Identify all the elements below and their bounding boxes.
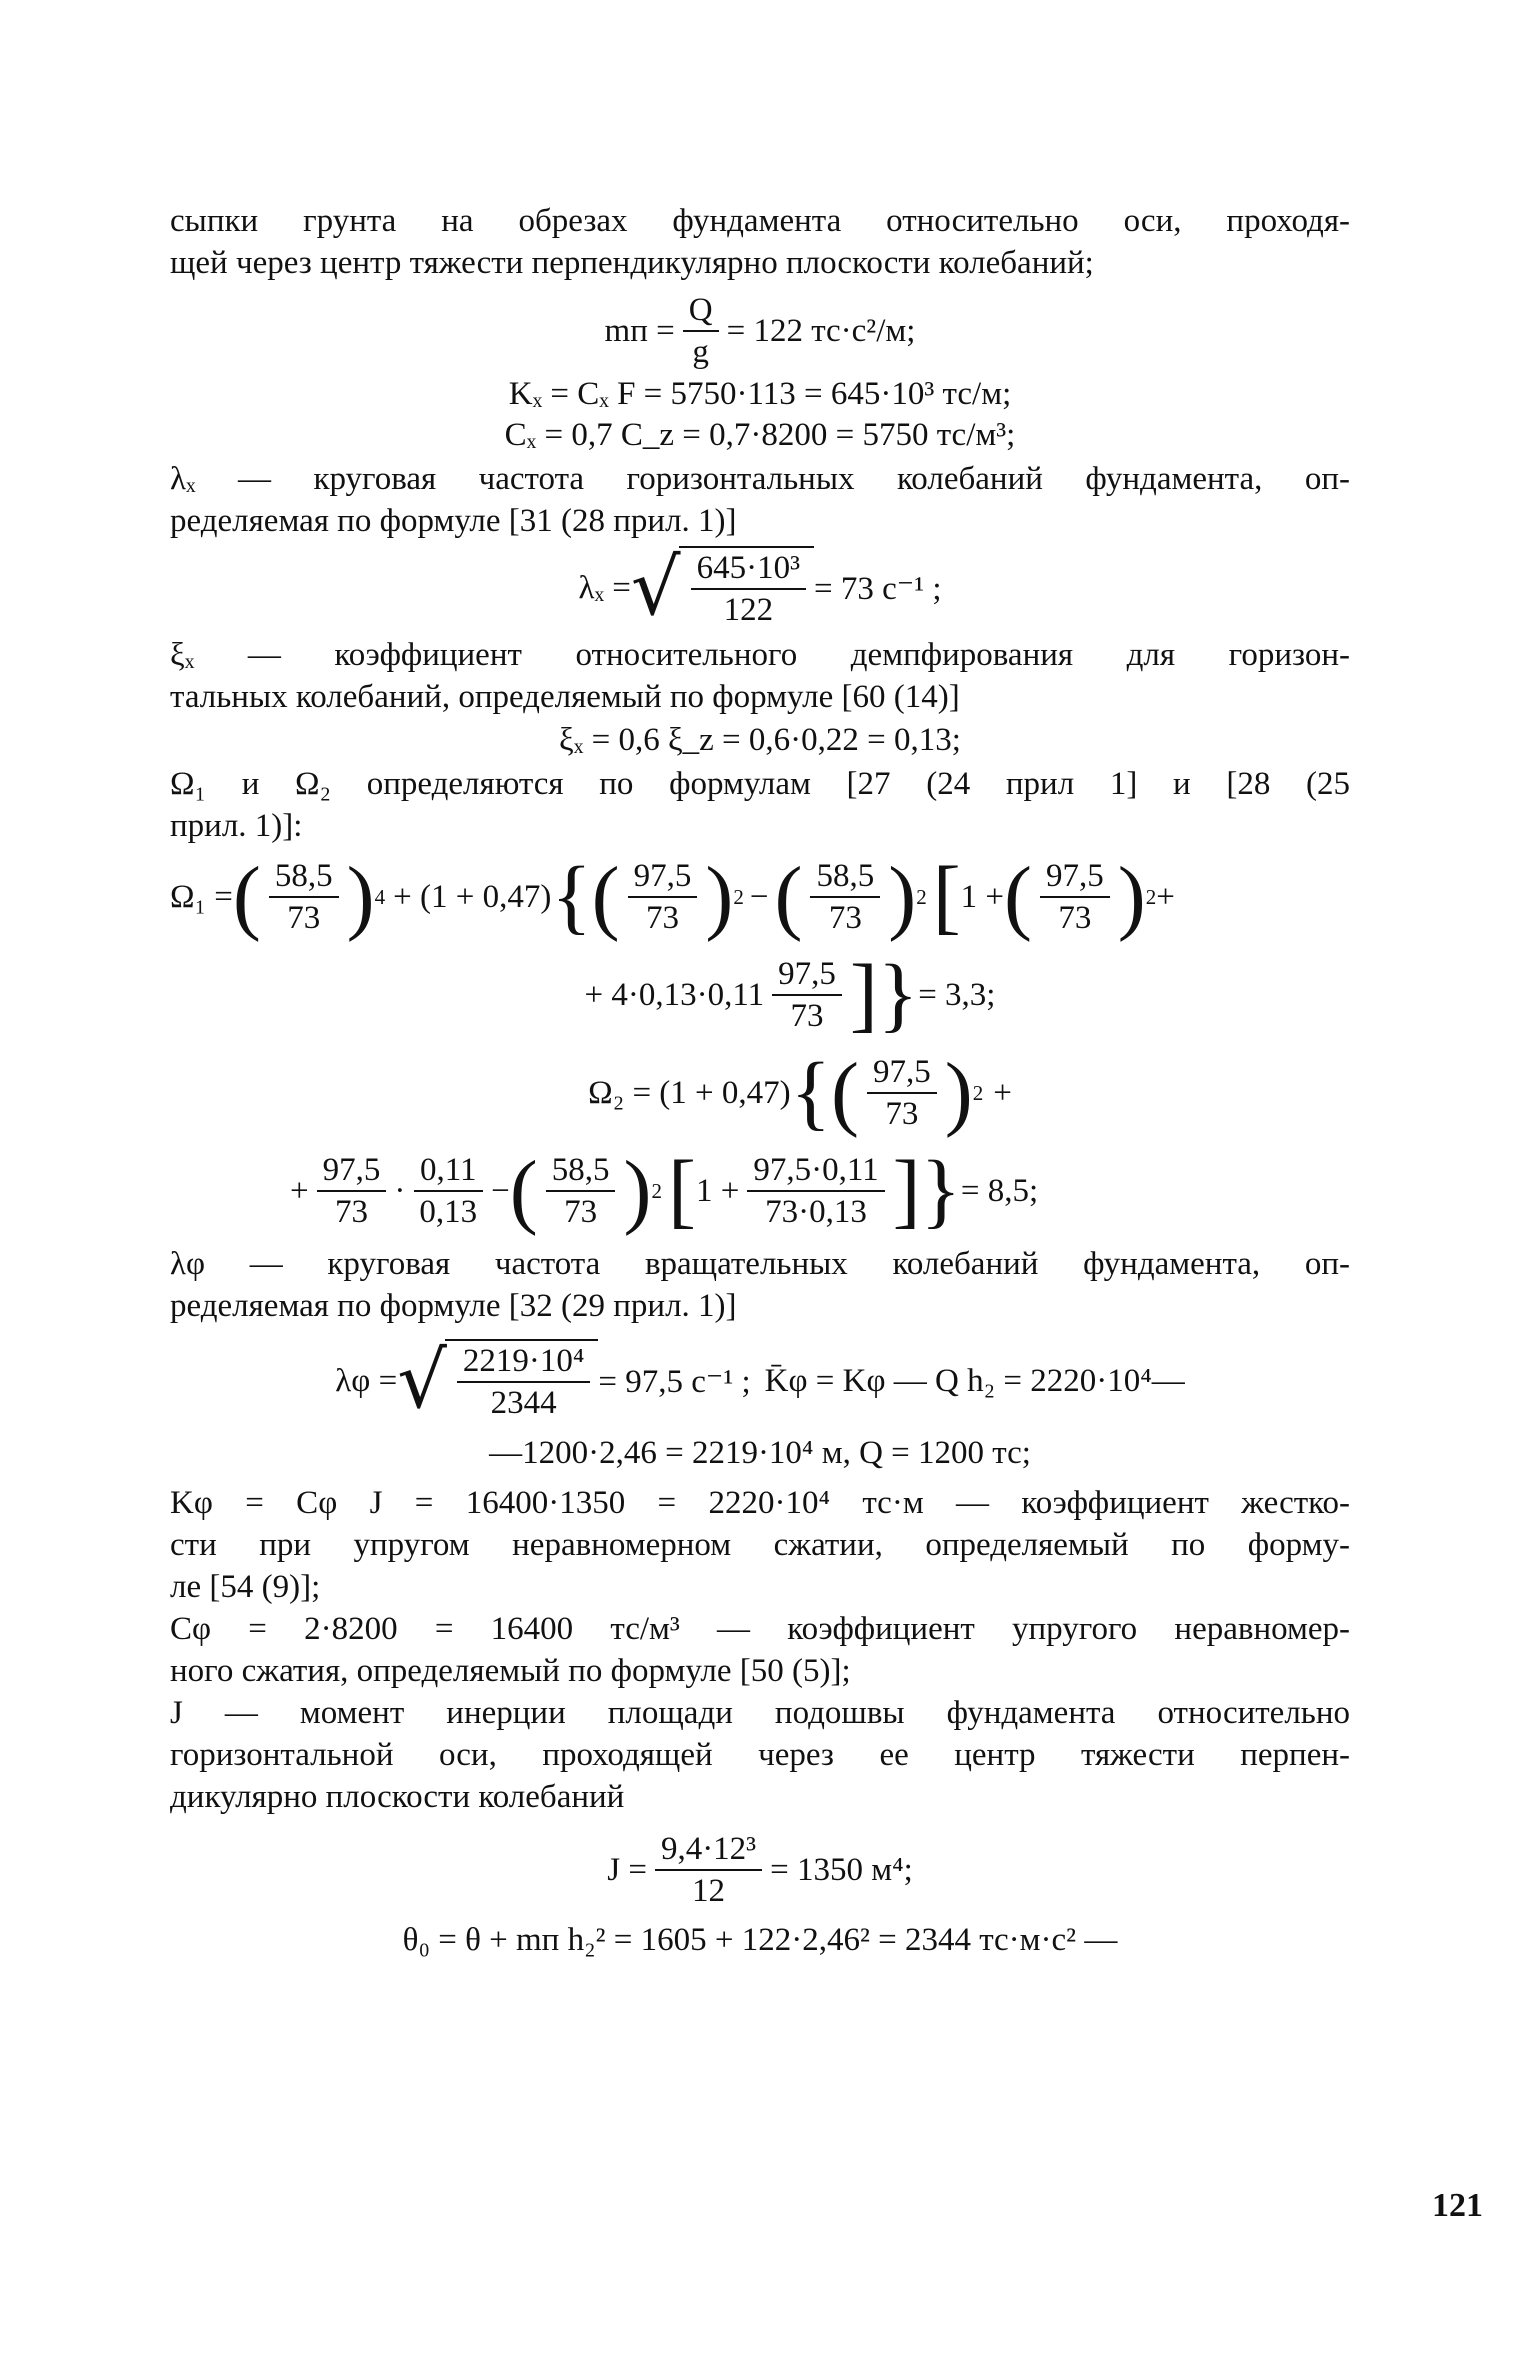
text-line: ле [54 (9)];: [170, 1569, 321, 1605]
eq-lhs: mп =: [604, 312, 675, 349]
equation-theta: [170, 1922, 1350, 1959]
numerator: 97,5: [628, 856, 698, 898]
eq-text: θ₀ = θ + mп h₂² = 1605 + 122·2,46² = 2344 тс·м·с² —: [402, 1922, 1118, 1958]
text-line: Ω₁ и Ω₂ определяются по формулам [27 (24 прил 1] и [28 (25: [170, 766, 1350, 802]
eq-term: + (1 + 0,47): [393, 878, 552, 915]
equation-omega2-cont: + $\frac{97,5}{73}$ · $\frac{0,11}{0,13}$ − ( $\frac{58,5}{73}$ ) 2 [ 1 + $\frac{97,5\cdot 0,11}{73\cdot 0,13}$ ]} = 8,5;: [290, 1144, 1039, 1237]
text-line: λₓ — круговая частота горизонтальных колебаний фундамента, оп-: [170, 461, 1350, 497]
page-number: 121: [1432, 2187, 1483, 2224]
eq-rhs: = 8,5;: [960, 1172, 1039, 1209]
fraction: [269, 856, 339, 938]
numerator: 97,5: [1040, 856, 1110, 898]
equation-inertia: [170, 1822, 1350, 1918]
denominator: 73: [564, 1194, 598, 1230]
numerator: 58,5: [810, 856, 880, 898]
eq-term: + 4·0,13·0,11: [584, 976, 765, 1013]
numerator: 2219·10⁴: [457, 1341, 591, 1383]
numerator: 58,5: [269, 856, 339, 898]
text-line: λφ — круговая частота вращательных колебаний фундамента, оп-: [170, 1246, 1350, 1282]
eq-rhs: = 3,3;: [918, 976, 996, 1013]
text-line: ределяемая по формуле [32 (29 прил. 1)]: [170, 1288, 737, 1324]
numerator: 645·10³: [691, 548, 806, 590]
denominator: 73: [1058, 900, 1092, 936]
numerator: 58,5: [546, 1150, 616, 1192]
eq-text: Kₓ = Cₓ F = 5750·113 = 645·10³ тс/м;: [508, 376, 1012, 412]
eq-text: K̄φ = Kφ — Q h₂ = 2220·10⁴—: [764, 1362, 1185, 1399]
eq-lhs: Ω₁ =: [170, 878, 233, 915]
equation-kx: [170, 376, 1350, 413]
text-line: ξₓ — коэффициент относительного демпфирования для горизон-: [170, 637, 1350, 673]
text-line: тальных колебаний, определяемый по формуле [60 (14)]: [170, 679, 960, 715]
equation-ksi: [170, 722, 1350, 759]
page-body: [170, 200, 1483, 2330]
eq-lhs: λφ =: [335, 1362, 398, 1399]
denominator: 73: [645, 900, 679, 936]
fraction: [317, 1150, 387, 1232]
equation-lambda-phi: [170, 1331, 1350, 1431]
eq-lhs: J =: [607, 1851, 647, 1888]
fraction: [810, 856, 880, 938]
equation-lambda-x: [170, 543, 1350, 633]
text-line: Kφ = Cφ J = 16400·1350 = 2220·10⁴ тс·м — коэффициент жестко-: [170, 1485, 1350, 1521]
denominator: 73: [790, 998, 824, 1034]
sqrt-sign: √ $\frac{\text{2219·10⁴}}{2344}$: [397, 1339, 598, 1423]
fraction: [413, 1150, 483, 1232]
denominator: 12: [692, 1873, 725, 1909]
equation-cx: [170, 417, 1350, 454]
text-line: щей через центр тяжести перпендикулярно плоскости колебаний;: [170, 245, 1094, 281]
fraction: [772, 954, 842, 1036]
fraction: [747, 1150, 884, 1232]
eq-rhs: = 1350 м⁴;: [770, 1851, 913, 1888]
eq-text: Cₓ = 0,7 C_z = 0,7·8200 = 5750 тс/м³;: [504, 417, 1016, 453]
sqrt-sign: √ $\frac{\text{645·10³}}{122}$: [631, 546, 814, 630]
fraction: [691, 548, 806, 630]
text-line: сти при упругом неравномерном сжатии, определяемый по форму-: [170, 1527, 1350, 1563]
eq-rhs: = 73 с⁻¹ ;: [814, 571, 942, 607]
denominator: 73: [828, 900, 862, 936]
denominator: 73: [287, 900, 321, 936]
numerator: 97,5: [317, 1150, 387, 1192]
fraction: [867, 1052, 937, 1134]
eq-lhs: λₓ =: [578, 569, 631, 606]
denominator: 122: [723, 592, 774, 628]
denominator: 73: [335, 1194, 368, 1230]
text-line: прил. 1)]:: [170, 808, 303, 844]
text-line: сыпки грунта на обрезах фундамента относительно оси, проходя-: [170, 203, 1350, 239]
denominator: 0,13: [419, 1194, 478, 1230]
numerator: Q: [683, 290, 719, 332]
eq-term: +: [290, 1172, 309, 1209]
denominator: 73·0,13: [765, 1194, 867, 1230]
equation-omega2: Ω₂ = (1 + 0,47) {( $\frac{97,5}{73}$ ) 2 +: [588, 1046, 1012, 1139]
equation-kbar-cont: [170, 1435, 1350, 1472]
numerator: 97,5·0,11: [747, 1150, 884, 1192]
denominator: 2344: [490, 1385, 557, 1421]
equation-mass: [170, 290, 1350, 372]
eq-rhs: = 122 тс·с²/м;: [726, 312, 916, 349]
denominator: 73: [885, 1096, 919, 1132]
fraction: [683, 290, 719, 372]
numerator: 97,5: [772, 954, 842, 996]
text-line: Cφ = 2·8200 = 16400 тс/м³ — коэффициент упругого неравномер-: [170, 1611, 1350, 1647]
eq-term: 1 +: [695, 1172, 740, 1209]
fraction: [1040, 856, 1110, 938]
denominator: g: [692, 334, 709, 370]
numerator: 9,4·12³: [655, 1829, 762, 1871]
eq-lhs: Ω₂ = (1 + 0,47): [588, 1074, 791, 1111]
eq-term: 1 +: [960, 878, 1005, 915]
eq-rhs: = 97,5 с⁻¹ ;: [598, 1364, 751, 1400]
text-line: дикулярно плоскости колебаний: [170, 1779, 625, 1815]
equation-omega1-cont: + 4·0,13·0,11 $\frac{97,5}{73}$ ]} = 3,3;: [584, 948, 996, 1041]
fraction: [457, 1341, 591, 1423]
text-line: горизонтальной оси, проходящей через ее центр тяжести перпен-: [170, 1737, 1350, 1773]
text-line: ределяемая по формуле [31 (28 прил. 1)]: [170, 503, 737, 539]
equation-omega1: Ω₁ = ( $\frac{58,5}{73}$ ) 4 + (1 + 0,47) {( $\frac{97,5}{73}$ ) 2 − ( $\frac{58,5}{73}$ ) 2 [ 1 + ( $\frac{97,5}{73}$ ) 2 +: [170, 850, 1175, 943]
fraction: [655, 1829, 762, 1911]
fraction: [628, 856, 698, 938]
numerator: 97,5: [867, 1052, 937, 1094]
eq-text: —1200·2,46 = 2219·10⁴ м, Q = 1200 тс;: [489, 1435, 1031, 1471]
eq-text: ξₓ = 0,6 ξ_z = 0,6·0,22 = 0,13;: [559, 722, 961, 758]
text-line: ного сжатия, определяемый по формуле [50 (5)];: [170, 1653, 851, 1689]
text-line: J — момент инерции площади подошвы фундамента относительно: [170, 1695, 1350, 1731]
numerator: 0,11: [414, 1150, 483, 1192]
fraction: [546, 1150, 616, 1232]
eq-term: +: [993, 1074, 1012, 1111]
